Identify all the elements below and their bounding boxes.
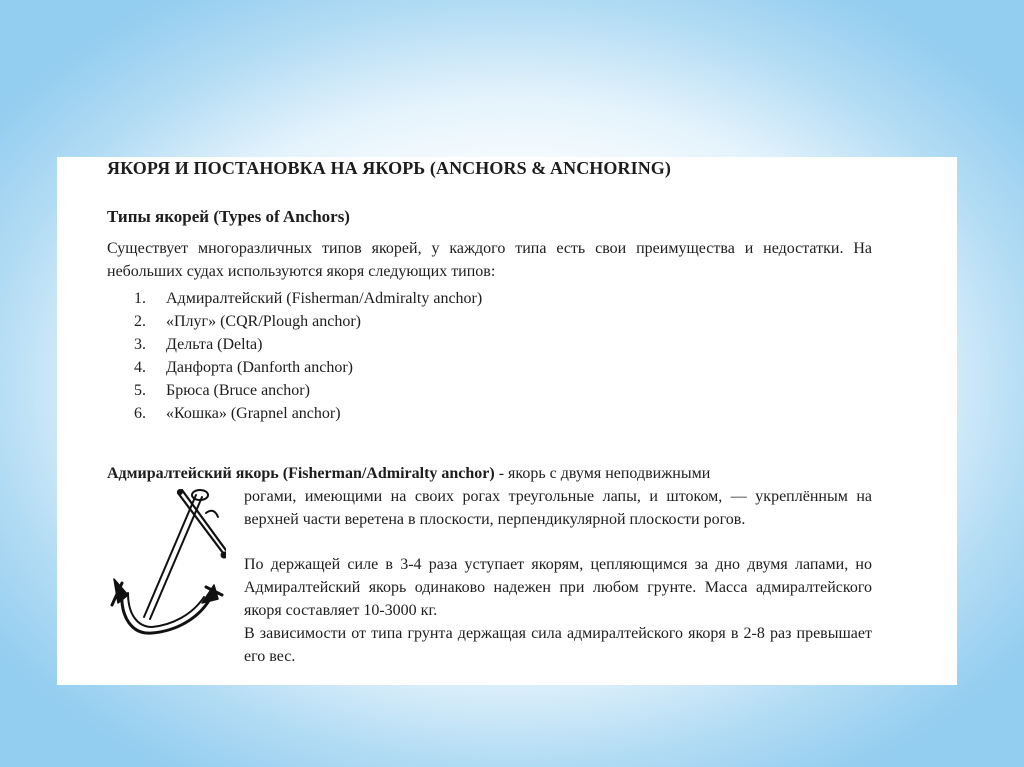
admiralty-heading: Адмиралтейский якорь (Fisherman/Admiralty anchor) — [107, 465, 495, 482]
holding-power-paragraph: По держащей силе в 3-4 раза уступает якорям, цепляющимся за дно двумя лапами, но Адмиралтейский якорь одинаково надежен при любом грунте. Масса адмиралтейского якоря составляет 10-3000 кг. — [244, 556, 872, 619]
admiralty-definition-continued: рогами, имеющими на своих рогах треугольные лапы, и штоком, — укреплённым на верхней части веретена в плоскости, перпендикулярной плоскости рогов. — [244, 488, 872, 528]
list-item-number: 5. — [134, 382, 146, 399]
list-item-label: Дельта (Delta) — [166, 336, 263, 353]
list-item — [134, 310, 482, 333]
list-item-label: «Кошка» (Grapnel anchor) — [166, 405, 341, 422]
list-item-number: 3. — [134, 336, 146, 353]
list-item-label: Адмиралтейский (Fisherman/Admiralty anchor) — [166, 290, 483, 307]
intro-paragraph: Существует многоразличных типов якорей, у каждого типа есть свои преимущества и недостатки. На небольших судах используются якоря следующих типов: — [107, 240, 872, 280]
admiralty-definition-intro — [107, 462, 872, 485]
list-item-label: Брюса (Bruce anchor) — [166, 382, 310, 399]
list-item-label: Данфорта (Danforth anchor) — [166, 359, 353, 376]
document-page — [57, 157, 957, 685]
list-item-number: 1. — [134, 290, 146, 307]
list-item-label: «Плуг» (CQR/Plough anchor) — [166, 313, 361, 330]
soil-dependency-paragraph: В зависимости от типа грунта держащая сила адмиралтейского якоря в 2-8 раз превышает его вес. — [244, 625, 872, 665]
section-subtitle: Типы якорей (Types of Anchors) — [107, 207, 350, 226]
list-item-number: 6. — [134, 405, 146, 422]
list-item — [134, 333, 482, 356]
list-item — [134, 402, 482, 425]
anchor-types-list — [134, 287, 482, 425]
list-item-number: 2. — [134, 313, 146, 330]
list-item-number: 4. — [134, 359, 146, 376]
page-title: ЯКОРЯ И ПОСТАНОВКА НА ЯКОРЬ (ANCHORS & ANCHORING) — [107, 158, 671, 178]
admiralty-anchor-icon — [106, 487, 226, 647]
list-item — [134, 379, 482, 402]
admiralty-definition-start: - якорь с двумя неподвижными — [498, 465, 711, 482]
list-item — [134, 287, 482, 310]
list-item — [134, 356, 482, 379]
